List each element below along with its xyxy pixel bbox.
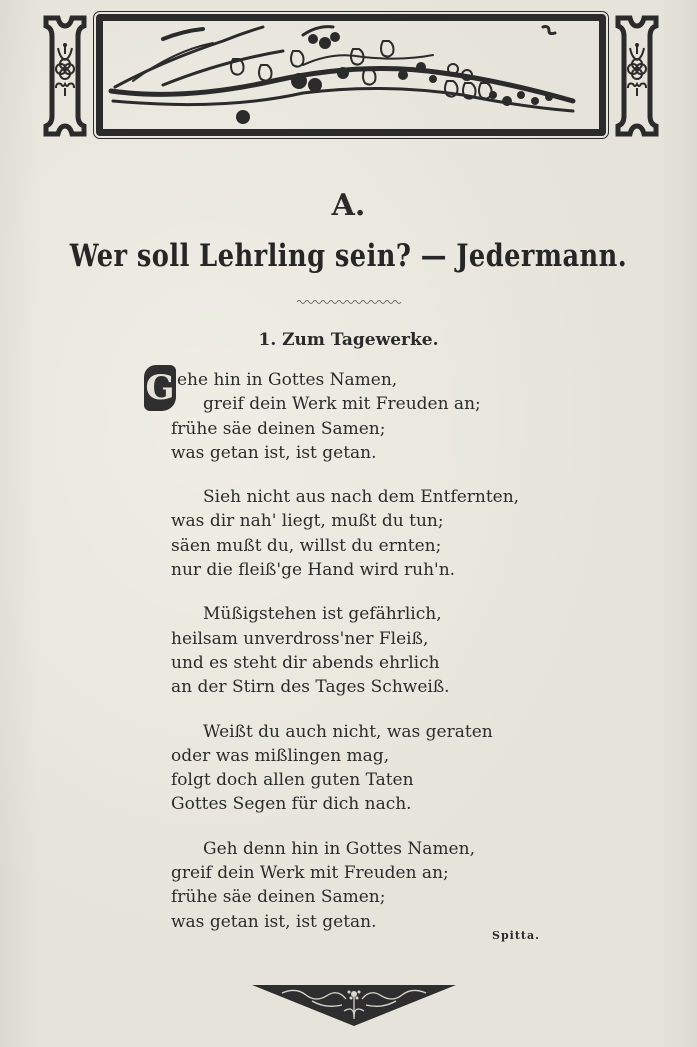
stanza xyxy=(171,720,571,817)
header-ornament xyxy=(42,14,660,138)
poem-line: frühe säe deinen Samen; xyxy=(171,887,386,908)
poem-body xyxy=(145,368,571,954)
right-side-panel xyxy=(614,14,660,138)
poem-line: Sieh nicht aus nach dem Entfernten, xyxy=(203,487,520,508)
stanza xyxy=(171,485,571,582)
poem-author: Spitta. xyxy=(492,929,540,942)
poem-line: was dir nah' liegt, mußt du tun; xyxy=(171,511,444,532)
poem-line: an der Stirn des Tages Schweiß. xyxy=(171,677,450,698)
poem-line: heilsam unverdross'ner Fleiß, xyxy=(171,628,429,649)
tailpiece-ornament xyxy=(252,983,456,1027)
left-side-panel xyxy=(42,14,88,138)
section-letter: A. xyxy=(331,188,366,223)
poem-line: nur die fleiß'ge Hand wird ruh'n. xyxy=(171,560,456,581)
poem-line: frühe säe deinen Samen; xyxy=(171,418,386,439)
poem-line: was getan ist, ist getan. xyxy=(171,911,377,932)
fleur-ornament-icon xyxy=(42,14,88,138)
stanza xyxy=(171,837,571,934)
poem-line: säen mußt du, willst du ernten; xyxy=(171,535,442,556)
poem-line: oder was mißlingen mag, xyxy=(171,745,390,766)
poem-line: greif dein Werk mit Freuden an; xyxy=(171,863,449,884)
poem-title: 1. Zum Tagewerke. xyxy=(258,330,439,350)
stanza xyxy=(171,602,571,699)
stanza xyxy=(145,368,571,465)
poem-line: G ehe hin in Gottes Namen, xyxy=(171,368,571,392)
poem-line: folgt doch allen guten Taten xyxy=(171,770,414,791)
lily-branch-illustration xyxy=(103,21,599,129)
poem-line: Weißt du auch nicht, was geraten xyxy=(203,721,493,742)
poem-line: Geh denn hin in Gottes Namen, xyxy=(203,838,475,859)
wavy-divider xyxy=(297,299,403,305)
poem-line: und es steht dir abends ehrlich xyxy=(171,652,440,673)
poem-line: was getan ist, ist getan. xyxy=(171,442,377,463)
chapter-title: Wer soll Lehrling sein? — Jedermann. xyxy=(69,238,628,274)
lily-vignette-frame xyxy=(96,14,606,136)
poem-line: Gottes Segen für dich nach. xyxy=(171,794,412,815)
poem-line: greif dein Werk mit Freuden an; xyxy=(203,394,481,415)
fleur-ornament-icon xyxy=(614,14,660,138)
ornamental-dropcap: G xyxy=(144,365,176,411)
poem-line: Müßigstehen ist gefährlich, xyxy=(203,604,442,625)
